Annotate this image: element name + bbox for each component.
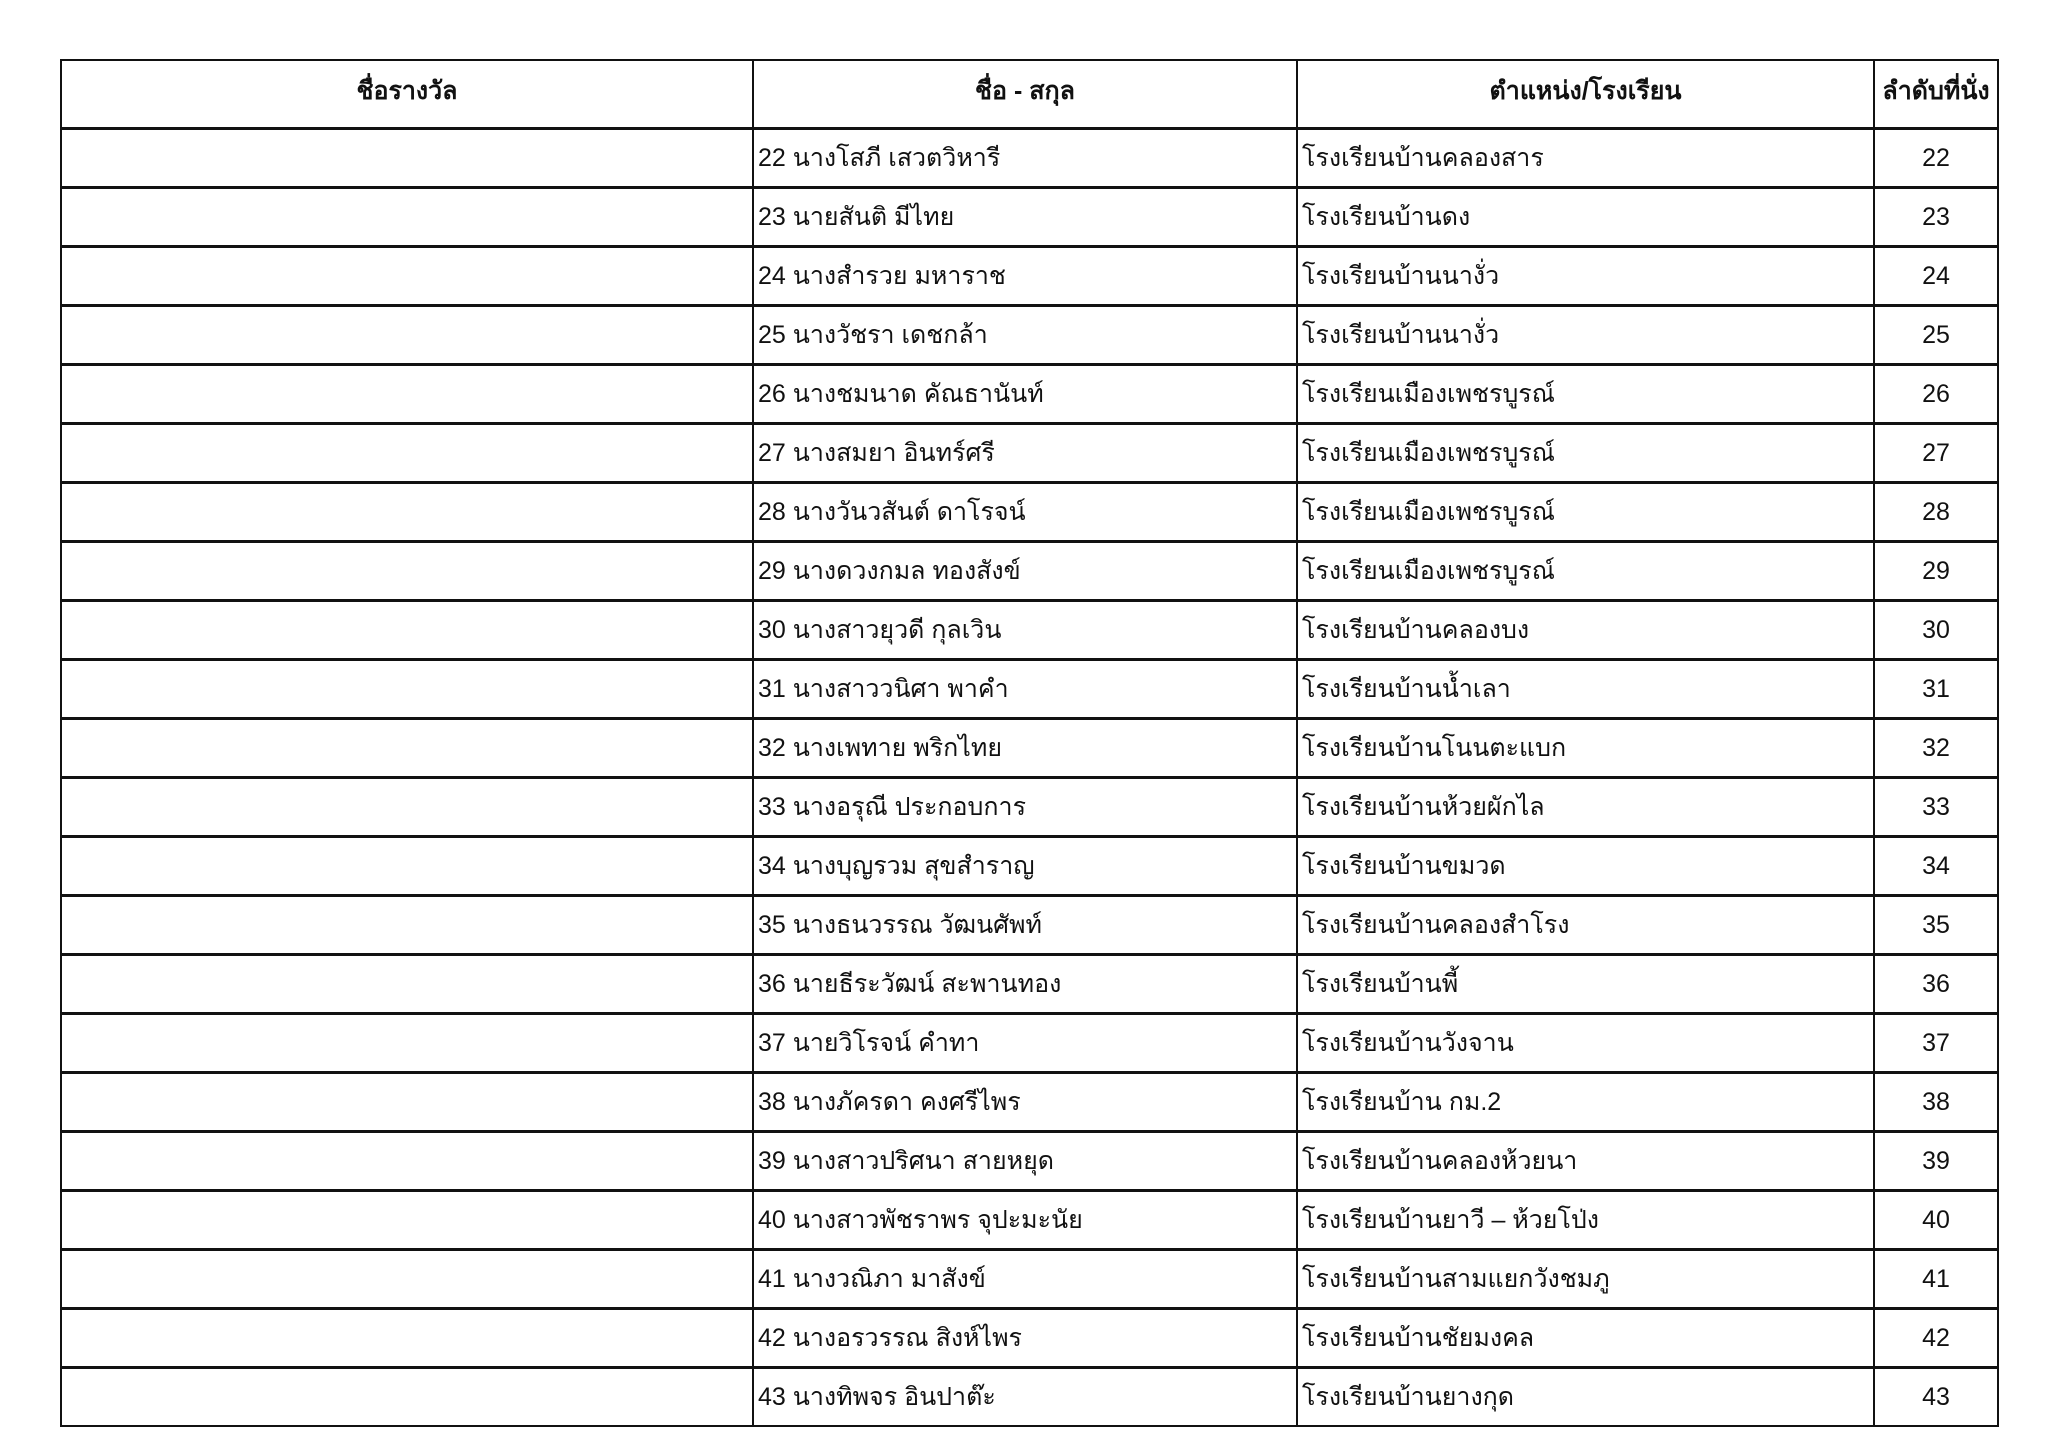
table-row xyxy=(61,1073,1998,1132)
table-header-row xyxy=(61,60,1998,129)
seat-cell: 42 xyxy=(1874,1309,1998,1368)
table-row xyxy=(61,129,1998,188)
table-row xyxy=(61,188,1998,247)
award-cell xyxy=(61,601,753,660)
name-cell: 32 นางเพทาย พริกไทย xyxy=(753,719,1297,778)
name-cell: 37 นายวิโรจน์ คำทา xyxy=(753,1014,1297,1073)
name-cell: 31 นางสาววนิศา พาคำ xyxy=(753,660,1297,719)
table-row xyxy=(61,896,1998,955)
school-cell: โรงเรียนบ้านนางั่ว xyxy=(1297,306,1874,365)
table-row xyxy=(61,1132,1998,1191)
seat-cell: 43 xyxy=(1874,1368,1998,1427)
award-cell xyxy=(61,365,753,424)
school-cell: โรงเรียนบ้านวังจาน xyxy=(1297,1014,1874,1073)
table-row xyxy=(61,1250,1998,1309)
school-cell: โรงเรียนบ้านคลองสำโรง xyxy=(1297,896,1874,955)
school-cell: โรงเรียนเมืองเพชรบูรณ์ xyxy=(1297,424,1874,483)
name-cell: 27 นางสมยา อินทร์ศรี xyxy=(753,424,1297,483)
seat-cell: 41 xyxy=(1874,1250,1998,1309)
name-cell: 29 นางดวงกมล ทองสังข์ xyxy=(753,542,1297,601)
table-row xyxy=(61,247,1998,306)
school-cell: โรงเรียนบ้านคลองบง xyxy=(1297,601,1874,660)
seat-cell: 24 xyxy=(1874,247,1998,306)
table-row xyxy=(61,601,1998,660)
name-cell: 25 นางวัชรา เดชกล้า xyxy=(753,306,1297,365)
name-cell: 33 นางอรุณี ประกอบการ xyxy=(753,778,1297,837)
award-cell xyxy=(61,778,753,837)
award-cell xyxy=(61,247,753,306)
seat-cell: 27 xyxy=(1874,424,1998,483)
school-cell: โรงเรียนบ้านยาวี – ห้วยโป่ง xyxy=(1297,1191,1874,1250)
seat-cell: 28 xyxy=(1874,483,1998,542)
school-cell: โรงเรียนบ้านดง xyxy=(1297,188,1874,247)
table-row xyxy=(61,306,1998,365)
school-cell: โรงเรียนบ้าน กม.2 xyxy=(1297,1073,1874,1132)
name-cell: 23 นายสันติ มีไทย xyxy=(753,188,1297,247)
award-cell xyxy=(61,837,753,896)
award-cell xyxy=(61,660,753,719)
award-cell xyxy=(61,542,753,601)
table-row xyxy=(61,1014,1998,1073)
table-row xyxy=(61,719,1998,778)
name-cell: 41 นางวณิภา มาสังข์ xyxy=(753,1250,1297,1309)
table-row xyxy=(61,1368,1998,1427)
seat-cell: 40 xyxy=(1874,1191,1998,1250)
name-cell: 42 นางอรวรรณ สิงห์ไพร xyxy=(753,1309,1297,1368)
school-cell: โรงเรียนเมืองเพชรบูรณ์ xyxy=(1297,542,1874,601)
name-cell: 43 นางทิพจร อินปาต๊ะ xyxy=(753,1368,1297,1427)
school-cell: โรงเรียนเมืองเพชรบูรณ์ xyxy=(1297,365,1874,424)
award-cell xyxy=(61,719,753,778)
award-cell xyxy=(61,483,753,542)
award-cell xyxy=(61,1191,753,1250)
seat-cell: 37 xyxy=(1874,1014,1998,1073)
table-row xyxy=(61,424,1998,483)
award-seating-table xyxy=(60,59,1999,1427)
table-row xyxy=(61,1309,1998,1368)
seat-cell: 38 xyxy=(1874,1073,1998,1132)
award-cell xyxy=(61,1132,753,1191)
school-cell: โรงเรียนบ้านนางั่ว xyxy=(1297,247,1874,306)
award-cell xyxy=(61,1073,753,1132)
name-cell: 24 นางสำรวย มหาราช xyxy=(753,247,1297,306)
name-cell: 35 นางธนวรรณ วัฒนศัพท์ xyxy=(753,896,1297,955)
seat-cell: 22 xyxy=(1874,129,1998,188)
name-cell: 36 นายธีระวัฒน์ สะพานทอง xyxy=(753,955,1297,1014)
award-cell xyxy=(61,424,753,483)
seat-cell: 29 xyxy=(1874,542,1998,601)
school-cell: โรงเรียนบ้านห้วยผักไล xyxy=(1297,778,1874,837)
name-cell: 30 นางสาวยุวดี กุลเวิน xyxy=(753,601,1297,660)
table-row xyxy=(61,660,1998,719)
award-cell xyxy=(61,1014,753,1073)
seat-cell: 23 xyxy=(1874,188,1998,247)
table-row xyxy=(61,1191,1998,1250)
school-cell: โรงเรียนบ้านสามแยกวังชมภู xyxy=(1297,1250,1874,1309)
award-cell xyxy=(61,129,753,188)
header-name: ชื่อ - สกุล xyxy=(753,60,1297,129)
award-cell xyxy=(61,1250,753,1309)
table-row xyxy=(61,365,1998,424)
school-cell: โรงเรียนบ้านน้ำเลา xyxy=(1297,660,1874,719)
seat-cell: 35 xyxy=(1874,896,1998,955)
name-cell: 28 นางวันวสันต์ ดาโรจน์ xyxy=(753,483,1297,542)
name-cell: 39 นางสาวปริศนา สายหยุด xyxy=(753,1132,1297,1191)
table-row xyxy=(61,778,1998,837)
table-row xyxy=(61,837,1998,896)
header-school: ตำแหน่ง/โรงเรียน xyxy=(1297,60,1874,129)
header-award: ชื่อรางวัล xyxy=(61,60,753,129)
name-cell: 38 นางภัครดา คงศรีไพร xyxy=(753,1073,1297,1132)
table-row xyxy=(61,955,1998,1014)
name-cell: 26 นางชมนาด คัณธานันท์ xyxy=(753,365,1297,424)
seat-cell: 25 xyxy=(1874,306,1998,365)
name-cell: 22 นางโสภี เสวตวิหารี xyxy=(753,129,1297,188)
school-cell: โรงเรียนบ้านคลองห้วยนา xyxy=(1297,1132,1874,1191)
school-cell: โรงเรียนบ้านชัยมงคล xyxy=(1297,1309,1874,1368)
award-cell xyxy=(61,955,753,1014)
table-row xyxy=(61,483,1998,542)
name-cell: 40 นางสาวพัชราพร จุปะมะนัย xyxy=(753,1191,1297,1250)
award-cell xyxy=(61,896,753,955)
name-cell: 34 นางบุญรวม สุขสำราญ xyxy=(753,837,1297,896)
seat-cell: 34 xyxy=(1874,837,1998,896)
seat-cell: 32 xyxy=(1874,719,1998,778)
school-cell: โรงเรียนบ้านคลองสาร xyxy=(1297,129,1874,188)
award-cell xyxy=(61,1368,753,1427)
seat-cell: 26 xyxy=(1874,365,1998,424)
school-cell: โรงเรียนเมืองเพชรบูรณ์ xyxy=(1297,483,1874,542)
school-cell: โรงเรียนบ้านยางกุด xyxy=(1297,1368,1874,1427)
school-cell: โรงเรียนบ้านโนนตะแบก xyxy=(1297,719,1874,778)
award-cell xyxy=(61,1309,753,1368)
table-row xyxy=(61,542,1998,601)
seat-cell: 33 xyxy=(1874,778,1998,837)
school-cell: โรงเรียนบ้านพี้ xyxy=(1297,955,1874,1014)
seat-cell: 39 xyxy=(1874,1132,1998,1191)
header-seat: ลำดับที่นั่ง xyxy=(1874,60,1998,129)
award-cell xyxy=(61,306,753,365)
school-cell: โรงเรียนบ้านขมวด xyxy=(1297,837,1874,896)
seat-cell: 36 xyxy=(1874,955,1998,1014)
seat-cell: 30 xyxy=(1874,601,1998,660)
award-cell xyxy=(61,188,753,247)
seat-cell: 31 xyxy=(1874,660,1998,719)
